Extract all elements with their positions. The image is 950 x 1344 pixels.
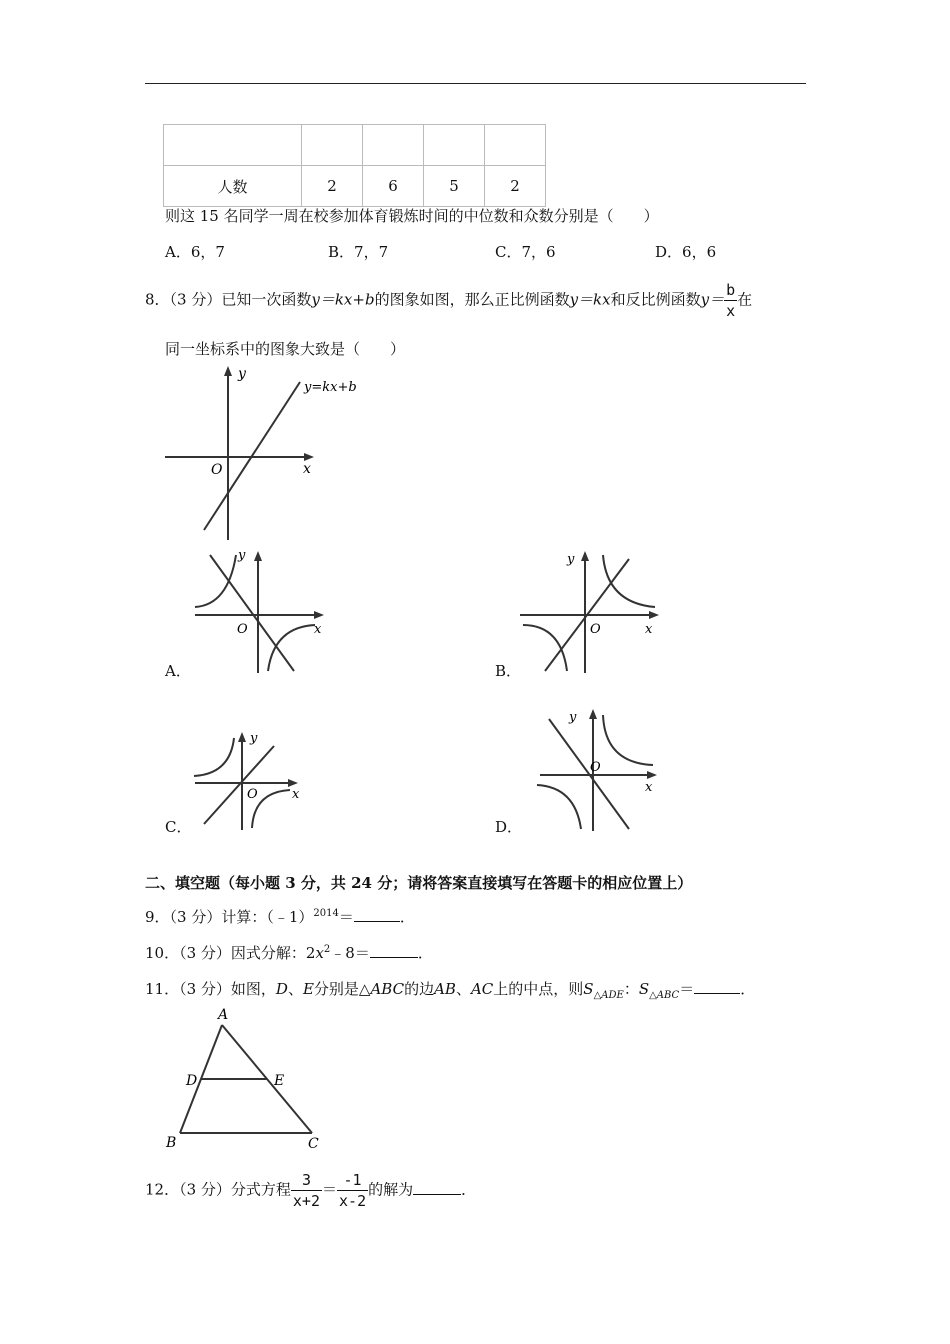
line-graph — [204, 746, 274, 824]
q12-suffix: 的解为 — [368, 1180, 414, 1199]
header-rule — [145, 83, 806, 84]
q9-end: ． — [399, 908, 415, 926]
q8-option-a-graph — [190, 545, 335, 675]
q9-answer-blank[interactable] — [354, 907, 400, 922]
q8-mid2: 和反比例函数 — [610, 290, 701, 309]
line-graph — [210, 555, 294, 671]
x-axis-arrow-icon — [649, 611, 659, 619]
q11-side-ab: AB — [434, 980, 456, 998]
q10-answer-blank[interactable] — [370, 943, 418, 958]
hyperbola-branch — [537, 785, 581, 829]
table-cell — [363, 125, 424, 166]
q9-suffix: ＝ — [338, 908, 354, 926]
q8-linear-function: y＝kx+b — [311, 290, 375, 309]
origin-label: O — [590, 622, 601, 637]
q8-option-d-graph — [535, 703, 665, 833]
q11-area-subscript: △ADE — [593, 990, 624, 1001]
axis-y-label: y — [238, 366, 246, 382]
axis-x-label: x — [645, 780, 653, 795]
q9 — [145, 906, 415, 927]
fraction-denominator: x-2 — [339, 1192, 367, 1210]
q11-text: 上的中点，则 — [493, 980, 584, 998]
q10-suffix: ﹣8＝ — [330, 944, 370, 962]
frequency-table — [163, 124, 546, 207]
q8-suffix: 在 — [737, 290, 753, 309]
fraction-numerator: b — [726, 281, 736, 299]
q11-equals: ＝ — [679, 980, 695, 998]
hyperbola-branch — [268, 625, 315, 671]
q11-side-ac: AC — [470, 980, 494, 998]
origin-label: O — [247, 787, 258, 802]
q10-prefix: 10．（3 分）因式分解：2 — [145, 944, 316, 962]
axis-x-label: x — [645, 622, 653, 637]
table-cell: 5 — [424, 166, 485, 207]
q8-proportional-function: y＝kx — [569, 290, 611, 309]
q12-end: ． — [461, 1180, 477, 1199]
q11-point-e: E — [302, 980, 314, 998]
q8-prefix: 8．（3 分）已知一次函数 — [145, 290, 312, 309]
table-cell — [485, 125, 546, 166]
q8-option-a: A． — [165, 662, 191, 680]
table-cell — [302, 125, 363, 166]
q8-option-b: B． — [495, 662, 522, 680]
q7-option-b: B．7，7 — [328, 243, 389, 261]
x-axis-arrow-icon — [314, 611, 324, 619]
q12-answer-blank[interactable] — [413, 1180, 461, 1195]
y-axis-arrow-icon — [254, 551, 262, 561]
label-a: A — [218, 1007, 229, 1023]
fraction-numerator: -1 — [337, 1170, 368, 1191]
q11-point-d: D — [275, 980, 288, 998]
table-row-label: 人数 — [164, 166, 302, 207]
q9-prefix: 9．（3 分）计算：（﹣1） — [145, 908, 314, 926]
table-row — [164, 166, 546, 207]
q8-stem-line2: 同一坐标系中的图象大致是（ ） — [165, 340, 406, 358]
q11-end: ． — [740, 980, 756, 998]
q12-fraction-1 — [291, 1170, 322, 1211]
origin-label: O — [590, 760, 601, 775]
q11-text: 的边 — [404, 980, 435, 998]
origin-label: O — [211, 462, 223, 478]
label-e: E — [274, 1073, 285, 1089]
table-cell — [424, 125, 485, 166]
q10-exponent: 2 — [323, 944, 331, 955]
q7-stem: 则这 15 名同学一周在校参加体育锻炼时间的中位数和众数分别是（ ） — [165, 207, 659, 225]
q7-option-a: A．6，7 — [165, 243, 225, 261]
axis-x-label: x — [303, 461, 311, 477]
fraction-denominator: x — [726, 302, 736, 320]
origin-label: O — [237, 622, 248, 637]
hyperbola-branch — [252, 790, 290, 828]
axis-y-label: y — [569, 710, 577, 725]
line-label: y=kx+b — [304, 380, 357, 395]
table-cell: 2 — [485, 166, 546, 207]
axis-y-label: y — [238, 548, 246, 563]
q8-main-graph — [160, 360, 380, 545]
q8-fraction — [724, 280, 737, 321]
table-row — [164, 125, 546, 166]
q11-sep: 、 — [455, 980, 471, 998]
axis-x-label: x — [292, 787, 300, 802]
q11-area-subscript: △ABC — [649, 990, 680, 1001]
q8-option-d: D． — [495, 818, 523, 836]
q10-end: ． — [417, 944, 433, 962]
label-c: C — [308, 1136, 319, 1152]
axis-y-label: y — [567, 552, 575, 567]
y-axis-arrow-icon — [238, 732, 246, 742]
q7-option-d: D．6，6 — [655, 243, 717, 261]
x-axis-arrow-icon — [304, 453, 314, 461]
hyperbola-branch — [603, 555, 655, 607]
q11-area-symbol: S — [583, 980, 594, 998]
q8-option-b-graph — [515, 545, 665, 675]
q8-inverse-function: y＝ — [700, 290, 725, 309]
q11-answer-blank[interactable] — [694, 979, 740, 994]
q11-area-symbol: S — [638, 980, 650, 998]
hyperbola-branch — [194, 738, 234, 776]
table-cell: 6 — [363, 166, 424, 207]
fraction-denominator: x+2 — [292, 1192, 320, 1210]
q11-colon: ： — [623, 980, 639, 998]
table-cell: 2 — [302, 166, 363, 207]
x-axis-arrow-icon — [647, 771, 657, 779]
q11-triangle-figure — [160, 1003, 335, 1153]
q8-stem — [145, 280, 752, 321]
q8-option-c-graph — [190, 728, 310, 833]
y-axis-arrow-icon — [589, 709, 597, 719]
hyperbola-branch — [523, 625, 567, 671]
q12-equals: ＝ — [322, 1180, 338, 1199]
label-b: B — [166, 1135, 177, 1151]
q7-option-c: C．7，6 — [495, 243, 556, 261]
q8-option-c: C． — [165, 818, 192, 836]
section2-title: 二、填空题（每小题 3 分，共 24 分；请将答案直接填写在答题卡的相应位置上） — [145, 874, 693, 892]
label-d: D — [186, 1073, 198, 1089]
y-axis-arrow-icon — [581, 551, 589, 561]
q12-fraction-2 — [337, 1170, 368, 1211]
axis-x-label: x — [314, 622, 322, 637]
q10-var: x — [315, 944, 324, 962]
q11-prefix: 11．（3 分）如图， — [145, 980, 276, 998]
q11-sep: 、 — [287, 980, 303, 998]
q12 — [145, 1170, 476, 1211]
q11-triangle: ABC — [370, 980, 405, 998]
hyperbola-branch — [603, 715, 653, 765]
fraction-numerator: 3 — [291, 1170, 322, 1191]
q12-prefix: 12．（3 分）分式方程 — [145, 1180, 291, 1199]
axis-y-label: y — [250, 731, 258, 746]
x-axis-arrow-icon — [288, 779, 298, 787]
q8-mid: 的图象如图，那么正比例函数 — [374, 290, 570, 309]
y-axis-arrow-icon — [224, 366, 232, 376]
table-cell — [164, 125, 302, 166]
q11-text: 分别是△ — [313, 980, 371, 998]
q9-exponent: 2014 — [313, 908, 339, 919]
q10 — [145, 942, 433, 963]
q11 — [145, 978, 755, 1001]
